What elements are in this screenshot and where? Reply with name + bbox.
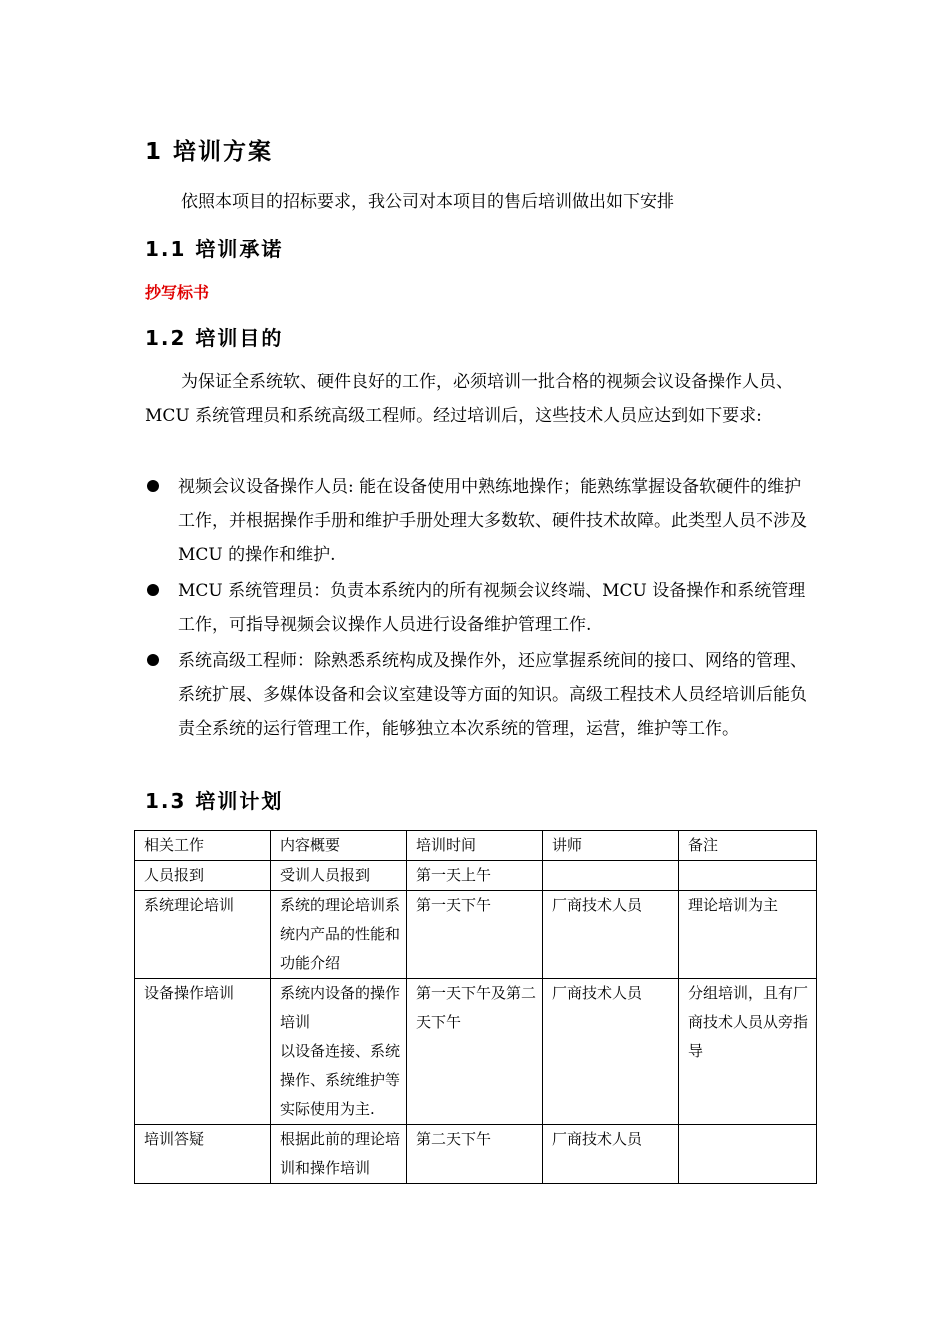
table-cell: 第一天下午: [407, 891, 543, 979]
plan-heading: 1.3 培训计划: [145, 789, 284, 813]
table-cell: [543, 861, 679, 891]
bullet-icon: [147, 584, 159, 596]
table-row: [135, 1125, 817, 1184]
list-item: [145, 470, 810, 572]
table-cell: 厂商技术人员: [543, 979, 679, 1125]
table-row: [135, 979, 817, 1125]
commitment-heading: 1.1 培训承诺: [145, 237, 284, 261]
table-cell: 第一天下午及第二天下午: [407, 979, 543, 1125]
table-cell: 系统内设备的操作培训 以设备连接、系统操作、系统维护等实际使用为主.: [271, 979, 407, 1125]
table-cell: 人员报到: [135, 861, 271, 891]
table-cell: 系统的理论培训系统内产品的性能和功能介绍: [271, 891, 407, 979]
table-row: [135, 891, 817, 979]
intro-paragraph: 依照本项目的招标要求，我公司对本项目的售后培训做出如下安排: [181, 192, 674, 212]
table-header-row: [135, 831, 817, 861]
table-header-cell: 讲师: [543, 831, 679, 861]
list-item-text: MCU 系统管理员：负责本系统内的所有视频会议终端、MCU 设备操作和系统管理工作，可指导视频会议操作人员进行设备维护管理工作.: [178, 581, 806, 635]
list-item: [145, 574, 810, 642]
table-cell: 理论培训为主: [679, 891, 817, 979]
table-header-cell: 培训时间: [407, 831, 543, 861]
table-cell: 厂商技术人员: [543, 891, 679, 979]
table-header-cell: 备注: [679, 831, 817, 861]
table-cell: 培训答疑: [135, 1125, 271, 1184]
table-cell: 第二天下午: [407, 1125, 543, 1184]
table-cell: 根据此前的理论培训和操作培训: [271, 1125, 407, 1184]
table-cell: [679, 861, 817, 891]
table-cell: [679, 1125, 817, 1184]
table-cell: 第一天上午: [407, 861, 543, 891]
commitment-note: 抄写标书: [145, 283, 210, 302]
table-cell: 分组培训，且有厂商技术人员从旁指导: [679, 979, 817, 1125]
list-item-text: 系统高级工程师：除熟悉系统构成及操作外，还应掌握系统间的接口、网络的管理、系统扩展、多媒体设备和会议室建设等方面的知识。高级工程技术人员经培训后能负责全系统的运行管理工作，能够独立本次系统的管理，运营，维护等工作。: [178, 651, 807, 739]
purpose-heading: 1.2 培训目的: [145, 326, 284, 350]
table-row: [135, 861, 817, 891]
list-item-text: 视频会议设备操作人员: 能在设备使用中熟练地操作；能熟练掌握设备软硬件的维护工作，并根据操作手册和维护手册处理大多数软、硬件技术故障。此类型人员不涉及 MCU 的操作和维护.: [178, 477, 807, 565]
table-header-cell: 内容概要: [271, 831, 407, 861]
training-plan-table: [134, 830, 817, 1184]
table-cell: 系统理论培训: [135, 891, 271, 979]
table-header-cell: 相关工作: [135, 831, 271, 861]
list-item: [145, 644, 810, 746]
table-cell: 设备操作培训: [135, 979, 271, 1125]
purpose-paragraph: 为保证全系统软、硬件良好的工作，必须培训一批合格的视频会议设备操作人员、MCU 系统管理员和系统高级工程师。经过培训后，这些技术人员应达到如下要求:: [145, 372, 793, 426]
requirements-list: [145, 470, 810, 748]
bullet-icon: [147, 480, 159, 492]
table-cell: 受训人员报到: [271, 861, 407, 891]
table-cell: 厂商技术人员: [543, 1125, 679, 1184]
bullet-icon: [147, 654, 159, 666]
section-heading: 1 培训方案: [145, 139, 274, 165]
